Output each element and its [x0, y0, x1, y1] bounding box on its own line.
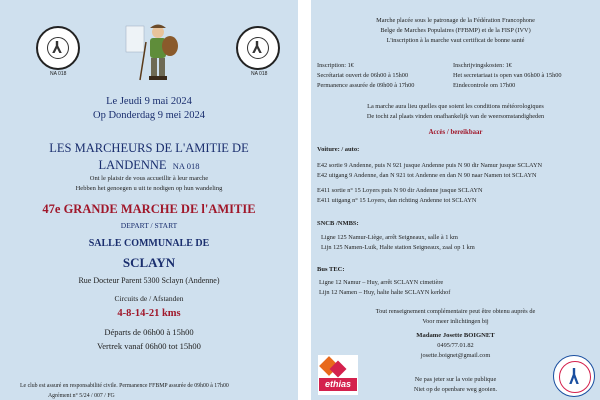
car-title: Voiture: / auto: [317, 146, 360, 153]
weather-note-nl: De tocht zal plaats vinden onafhankelijk van de weersomstandigheden [366, 113, 545, 120]
litter-note-nl: Niet op de openbare weg gooien. [413, 386, 498, 393]
info-note-fr: Tout renseignement complémentaire peut être obtenu auprès de [375, 308, 536, 315]
departure-times-french: Départs de 06h00 à 15h00 [104, 327, 194, 337]
sponsor-name: ethias [319, 378, 357, 391]
permanence-hours-fr: Permanence assurée de 09h00 à 17h00 [317, 82, 415, 89]
weather-note-fr: La marche aura lieu quelles que soient les conditions météorologiques [367, 103, 544, 110]
town-name: SCLAYN [122, 255, 176, 270]
train-route-nl: Lijn 125 Namen-Luik, Halte station Seigneaux, zaal op 1 km [321, 244, 475, 251]
car-route-2: E42 uitgang 9 Andenne, dan N 921 tot Andenne en dan N 90 naar Namen tot SCLAYN [317, 172, 537, 179]
federation-logo [553, 355, 595, 397]
club-code-left: NA 018 [50, 71, 67, 77]
contact-name: Madame Josette BOIGNET [416, 332, 495, 339]
inscription-fee-fr: Inscription: 1€ [317, 62, 354, 69]
health-certificate-note: L'inscription à la marche vaut certificat de bonne santé [386, 37, 525, 44]
train-title: SNCB /NMBS: [317, 220, 359, 227]
flyer-back-page [311, 0, 600, 400]
secretariat-hours-fr: Secrétariat ouvert de 06h00 à 15h00 [317, 72, 409, 79]
club-code-right: NA 018 [251, 71, 268, 77]
agreement-number: Agrément n° 5/24 / 007 / FG [48, 393, 115, 399]
club-logo-right [236, 26, 280, 70]
hiker-illustration [120, 22, 182, 84]
club-name-line-2: LANDENNE NA 018 [98, 158, 200, 172]
bus-route-fr: Ligne 12 Namur – Huy, arrêt SCLAYN cimetière [319, 279, 444, 286]
departure-times-dutch: Vertrek vanaf 06h00 tot 15h00 [97, 341, 201, 351]
depart-label: DEPART / START [120, 221, 178, 230]
event-title: 47e GRANDE MARCHE DE l'AMITIE [42, 202, 256, 216]
venue-address: Rue Docteur Parent 5300 Sclayn (Andenne) [78, 276, 220, 285]
club-name-line-1: LES MARCHEURS DE L'AMITIE DE [49, 141, 249, 155]
secretariat-hours-nl: Het secretariaat is open van 06h00 à 15h00 [453, 72, 562, 79]
contact-phone: 0495/77.01.82 [437, 342, 474, 349]
car-route-1: E42 sortie 9 Andenne, puis N 921 jusque Andenne puis N 90 dir Namur jusque SCLAYN [317, 162, 543, 169]
circuits-label: Circuits de / Afstanden [114, 294, 184, 303]
contact-email[interactable]: josette.boignet@gmail.com [420, 352, 491, 359]
patronage-line-1: Marche placée sous le patronage de la Fédération Francophone [376, 17, 535, 24]
invite-french: Ont le plaisir de vous accueillir à leur marche [89, 175, 209, 182]
flyer-front-page [0, 0, 298, 400]
access-title: Accès / bereikbaar [428, 129, 483, 136]
end-control-nl: Eindecontrole om 17h00 [453, 82, 516, 89]
patronage-line-2: Belge de Marches Populaires (FFBMP) et de la FISP (IVV) [380, 27, 531, 34]
train-route-fr: Ligne 125 Namur-Liège, arrêt Seigneaux, salle à 1 km [321, 234, 458, 241]
car-route-4: E411 uitgang n° 15 Loyers, dan richting Andenne tot SCLAYN [317, 197, 477, 204]
info-note-nl: Voor meer inlichtingen bij [422, 318, 489, 325]
bus-title: Bus TEC: [317, 266, 345, 273]
venue-name: SALLE COMMUNALE DE [88, 238, 210, 249]
club-code-inline: NA 018 [172, 161, 200, 171]
club-logo-left [36, 26, 80, 70]
distances: 4-8-14-21 kms [117, 308, 181, 319]
date-french: Le Jeudi 9 mai 2024 [106, 96, 192, 107]
invite-dutch: Hebben het genoegen u uit te nodigen op hun wandeling [75, 185, 223, 192]
litter-note-fr: Ne pas jeter sur la voie publique [414, 376, 497, 383]
insurance-note: Le club est assuré en responsabilité civile. Permanence FFBMP assurée de 09h00 à 17h00 [20, 383, 229, 389]
car-route-3: E411 sortie n° 15 Loyers puis N 90 dir Andenne jusque SCLAYN [317, 187, 483, 194]
bus-route-nl: Lijn 12 Namen – Huy, halte halte SCLAYN kerkhof [319, 289, 451, 296]
date-dutch: Op Donderdag 9 mei 2024 [93, 110, 205, 121]
inscription-fee-nl: Inschrijvingskosten: 1€ [453, 62, 512, 69]
